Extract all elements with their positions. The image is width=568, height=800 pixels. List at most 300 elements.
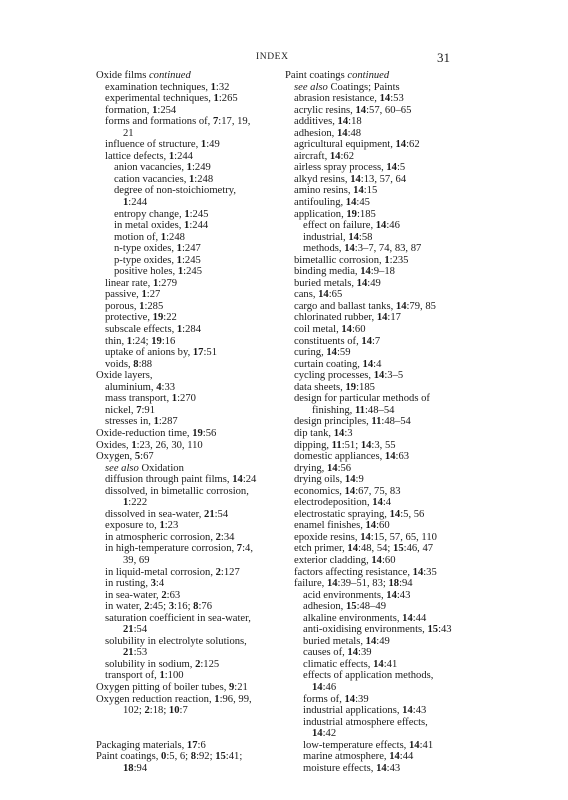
entry-text: :48–54 xyxy=(364,404,395,416)
volume-number: 14 xyxy=(333,427,345,439)
index-subentry xyxy=(285,197,470,209)
index-subentry xyxy=(285,266,470,278)
entry-text: cargo and ballast tanks, xyxy=(294,300,396,312)
volume-number: 1 xyxy=(159,520,165,532)
index-subentry xyxy=(285,624,470,636)
entry-text: :48 xyxy=(347,127,362,139)
entry-text: lattice defects, xyxy=(105,150,169,162)
index-subentry xyxy=(96,567,280,579)
index-subentry xyxy=(285,185,470,197)
entry-text: :284 xyxy=(182,324,202,336)
entry-text: abrasion resistance, xyxy=(294,93,380,105)
index-subentry xyxy=(285,128,470,140)
index-subentry xyxy=(285,232,470,244)
entry-text: drying oils, xyxy=(294,474,345,486)
entry-text: :3–5 xyxy=(384,370,404,382)
index-subentry xyxy=(285,416,470,428)
index-subentry xyxy=(285,590,470,602)
volume-number: 14 xyxy=(360,266,371,278)
volume-number: 8 xyxy=(193,601,199,613)
entry-text: binding media, xyxy=(294,266,361,278)
index-subentry xyxy=(285,428,470,440)
entry-text: :4 xyxy=(382,497,392,509)
volume-number: 10 xyxy=(168,705,180,717)
index-subentry xyxy=(96,278,280,290)
volume-number: 14 xyxy=(318,289,329,301)
volume-number: 4 xyxy=(156,381,162,393)
index-subentry xyxy=(285,393,470,405)
volume-number: 14 xyxy=(389,508,401,520)
index-subentry xyxy=(285,682,470,694)
entry-text: anion vacancies, xyxy=(114,162,187,174)
index-subentry xyxy=(285,601,470,613)
volume-number: 17 xyxy=(192,347,204,359)
entry-text: :270 xyxy=(177,393,196,405)
volume-number: 1 xyxy=(152,277,159,289)
volume-number: 1 xyxy=(123,197,129,209)
entry-text: adhesion, xyxy=(294,127,337,139)
entry-text: :67, 75, 83 xyxy=(355,485,401,497)
entry-text: :4 xyxy=(155,578,165,590)
entry-text: :67 xyxy=(140,451,154,463)
index-entry xyxy=(96,370,280,382)
entry-text: aluminium, xyxy=(105,381,157,393)
volume-number: 8 xyxy=(133,358,139,370)
index-entry xyxy=(96,70,280,82)
volume-number: 1 xyxy=(153,416,159,428)
index-subentry xyxy=(96,105,280,117)
entry-text: application, xyxy=(294,208,347,220)
index-subentry xyxy=(285,486,470,498)
entry-text: :58 xyxy=(358,231,373,243)
entry-text: :18 xyxy=(348,116,362,128)
volume-number: 1 xyxy=(176,254,182,266)
volume-number: 14 xyxy=(361,335,372,347)
volume-number: 14 xyxy=(350,173,361,185)
entry-text: :222 xyxy=(128,497,148,509)
volume-number: 14 xyxy=(365,520,377,532)
index-subentry xyxy=(96,359,280,371)
entry-text: :247 xyxy=(181,243,201,255)
index-entry xyxy=(96,682,280,694)
entry-text: :43 xyxy=(438,624,452,636)
entry-text: :41 xyxy=(419,739,434,751)
entry-text: :41; xyxy=(225,751,243,763)
entry-text: :62 xyxy=(340,150,355,162)
index-subentry xyxy=(285,324,470,336)
entry-text: :39 xyxy=(358,647,372,659)
entry-text: effect on failure, xyxy=(303,220,376,232)
entry-text: Oxidation xyxy=(138,462,184,474)
entry-text: :42 xyxy=(322,728,337,740)
entry-text: subscale effects, xyxy=(105,324,177,336)
entry-text: formation, xyxy=(105,104,153,116)
entry-text: :92; xyxy=(196,751,216,763)
index-subentry xyxy=(285,93,470,105)
entry-text: :16; xyxy=(174,601,194,613)
volume-number: 7 xyxy=(236,543,243,555)
index-subentry xyxy=(285,555,470,567)
volume-number: 14 xyxy=(329,150,341,162)
volume-number: 14 xyxy=(345,197,357,209)
volume-number: 1 xyxy=(177,266,184,278)
entry-text: Oxide-reduction time, xyxy=(96,427,193,439)
index-subentry xyxy=(96,520,280,532)
volume-number: 5 xyxy=(134,451,141,463)
entry-text: :57, 60–65 xyxy=(366,104,412,116)
volume-number: 18 xyxy=(388,578,400,590)
volume-number: 14 xyxy=(353,185,364,197)
entry-text: :79, 85 xyxy=(406,300,436,312)
volume-number: 14 xyxy=(312,728,323,740)
entry-text: in high-temperature corrosion, xyxy=(105,543,237,555)
entry-text: Oxide films xyxy=(96,70,149,81)
entry-text: saturation coefficient in sea-water, xyxy=(105,612,251,624)
entry-text: acrylic resins, xyxy=(294,104,356,116)
entry-text: finishing, xyxy=(312,404,355,416)
index-subentry xyxy=(285,567,470,579)
index-subentry xyxy=(285,209,470,221)
entry-text: :60 xyxy=(376,520,390,532)
entry-text: alkaline environments, xyxy=(303,612,403,624)
entry-text: :34 xyxy=(220,531,235,543)
entry-text: :17 xyxy=(387,312,401,324)
volume-number: 8 xyxy=(190,751,197,763)
volume-number: 14 xyxy=(344,485,356,497)
volume-number: 3 xyxy=(168,601,175,613)
volume-number: 1 xyxy=(141,289,147,301)
entry-text: linear rate, xyxy=(105,277,153,289)
entry-text: :5 xyxy=(396,162,406,174)
entry-text: :244 xyxy=(128,197,148,209)
entry-text: :41 xyxy=(383,658,398,670)
index-subentry xyxy=(96,266,280,278)
entry-text: domestic appliances, xyxy=(294,451,385,463)
volume-number: 1 xyxy=(200,139,207,151)
entry-text: drying, xyxy=(294,462,327,474)
entry-text: climatic effects, xyxy=(303,658,374,670)
entry-text: :245 xyxy=(189,208,209,220)
entry-text: in atmospheric corrosion, xyxy=(105,531,216,543)
entry-text: :46 xyxy=(322,681,337,693)
entry-text: mass transport, xyxy=(105,393,172,405)
index-subentry xyxy=(285,474,470,486)
volume-number: 14 xyxy=(395,139,407,151)
entry-text: :18; xyxy=(149,705,169,717)
entry-text: positive holes, xyxy=(114,266,178,278)
index-subentry xyxy=(96,532,280,544)
entry-text: :33 xyxy=(161,381,176,393)
entry-text: :185 xyxy=(356,208,376,220)
entry-text: passive, xyxy=(105,289,142,301)
volume-number: 14 xyxy=(408,739,420,751)
index-subentry xyxy=(96,590,280,602)
index-subentry xyxy=(285,220,470,232)
entry-text: :44 xyxy=(399,751,414,763)
entry-text: :3, 55 xyxy=(371,439,396,451)
index-subentry xyxy=(96,543,280,555)
entry-text: curtain coating, xyxy=(294,358,363,370)
entry-text: forms and formations of, xyxy=(105,116,213,128)
entry-text: amino resins, xyxy=(294,185,354,197)
volume-number: 1 xyxy=(189,173,195,185)
volume-number: 19 xyxy=(345,381,357,393)
volume-number: 2 xyxy=(215,531,221,543)
entry-text: in metal oxides, xyxy=(114,220,185,232)
entry-text: :24; xyxy=(132,335,152,347)
entry-text: solubility in electrolyte solutions, xyxy=(105,635,247,647)
index-subentry xyxy=(285,336,470,348)
volume-number: 14 xyxy=(412,566,424,578)
index-subentry xyxy=(285,463,470,475)
index-column-left xyxy=(96,70,280,774)
index-subentry xyxy=(285,82,470,94)
index-entry xyxy=(96,428,280,440)
index-entry xyxy=(96,440,280,452)
index-subentry xyxy=(96,151,280,163)
index-subentry xyxy=(96,463,280,475)
index-subentry xyxy=(96,486,280,498)
entry-text: influence of structure, xyxy=(105,139,201,151)
index-subentry xyxy=(96,497,280,509)
entry-text: :43 xyxy=(412,705,427,717)
volume-number: 14 xyxy=(376,762,387,774)
entry-text: :51 xyxy=(203,347,218,359)
index-subentry xyxy=(285,116,470,128)
index-subentry xyxy=(285,139,470,151)
entry-text: transport of, xyxy=(105,670,160,682)
entry-text: :248 xyxy=(166,231,185,243)
volume-number: 1 xyxy=(384,254,390,266)
volume-number: 19 xyxy=(346,208,357,220)
index-subentry xyxy=(285,659,470,671)
index-subentry xyxy=(96,763,280,775)
index-subentry xyxy=(96,393,280,405)
index-column-right xyxy=(285,70,470,774)
index-subentry xyxy=(285,451,470,463)
volume-number: 15 xyxy=(427,624,439,636)
entry-text: :17, xyxy=(218,116,238,128)
entry-text: Oxides, xyxy=(96,439,132,451)
entry-text: protective, xyxy=(105,312,153,324)
entry-text: industrial applications, xyxy=(303,705,403,717)
entry-text: constituents of, xyxy=(294,335,362,347)
index-subentry xyxy=(285,694,470,706)
entry-text: in sea-water, xyxy=(105,589,162,601)
volume-number: 2 xyxy=(144,705,150,717)
entry-text: in rusting, xyxy=(105,578,151,590)
entry-text: Oxygen pitting of boiler tubes, xyxy=(96,681,229,693)
index-subentry xyxy=(96,162,280,174)
entry-text: :248 xyxy=(194,173,214,185)
entry-text: :45; xyxy=(149,601,169,613)
entry-text: :43 xyxy=(396,589,411,601)
entry-text: :15, 57, 65, 110 xyxy=(370,531,437,543)
volume-number: 1 xyxy=(176,243,182,255)
index-subentry xyxy=(285,647,470,659)
index-subentry xyxy=(96,232,280,244)
entry-text: :6 xyxy=(197,739,206,751)
index-subentry xyxy=(285,105,470,117)
index-subentry xyxy=(96,324,280,336)
entry-text: :235 xyxy=(389,254,409,266)
volume-number: 1 xyxy=(210,81,216,93)
volume-number: 1 xyxy=(171,393,178,405)
index-subentry xyxy=(96,174,280,186)
index-subentry xyxy=(285,497,470,509)
index-subentry xyxy=(96,93,280,105)
entry-text: :22 xyxy=(163,312,177,324)
volume-number: 1 xyxy=(168,150,175,162)
index-subentry xyxy=(285,740,470,752)
index-subentry xyxy=(285,520,470,532)
volume-number: 14 xyxy=(344,243,355,255)
entry-text: :32 xyxy=(215,81,230,93)
entry-text: electrostatic spraying, xyxy=(294,508,390,520)
entry-text: antifouling, xyxy=(294,197,346,209)
entry-text: :5, 56 xyxy=(400,508,425,520)
volume-number: 14 xyxy=(360,439,372,451)
index-subentry xyxy=(96,636,280,648)
entry-text: aircraft, xyxy=(294,150,330,162)
index-subentry xyxy=(96,128,280,140)
entry-text: epoxide resins, xyxy=(294,531,361,543)
index-subentry xyxy=(285,312,470,324)
entry-text: stresses in, xyxy=(105,416,154,428)
volume-number: 14 xyxy=(373,658,384,670)
entry-text: :49 xyxy=(376,635,390,647)
entry-text: :76 xyxy=(198,601,213,613)
volume-number: 2 xyxy=(215,566,221,578)
entry-text: :49 xyxy=(206,139,220,151)
volume-number: 1 xyxy=(126,335,133,347)
see-also-label: see also xyxy=(105,462,139,474)
entry-text: :7 xyxy=(371,335,381,347)
entry-text: :48–54 xyxy=(381,416,411,428)
index-subentry xyxy=(96,705,280,717)
index-subentry xyxy=(285,278,470,290)
index-subentry xyxy=(285,532,470,544)
entry-text: Oxide layers, xyxy=(96,370,153,382)
entry-text: :94 xyxy=(133,762,148,774)
entry-text: thin, xyxy=(105,335,127,347)
entry-text: :43 xyxy=(386,762,401,774)
entry-text: experimental techniques, xyxy=(105,93,214,105)
entry-text: enamel finishes, xyxy=(294,520,366,532)
entry-text: :127 xyxy=(220,566,240,578)
volume-number: 18 xyxy=(123,762,134,774)
entry-text: electrodeposition, xyxy=(294,497,373,509)
index-subentry xyxy=(96,312,280,324)
entry-text: :54 xyxy=(214,508,229,520)
entry-text: cycling processes, xyxy=(294,370,374,382)
volume-number: 1 xyxy=(131,439,137,451)
index-subentry xyxy=(285,717,470,729)
index-subentry xyxy=(96,139,280,151)
volume-number: 2 xyxy=(144,601,150,613)
index-entry xyxy=(96,451,280,463)
volume-number: 14 xyxy=(365,635,377,647)
volume-number: 14 xyxy=(348,231,359,243)
entry-text: design for particular methods of xyxy=(294,393,430,405)
entry-text: degree of non-stoichiometry, xyxy=(114,185,236,197)
index-subentry xyxy=(96,82,280,94)
entry-text: :100 xyxy=(164,670,184,682)
entry-text: voids, xyxy=(105,358,134,370)
index-subentry xyxy=(96,185,280,197)
entry-text: uptake of anions by, xyxy=(105,347,193,359)
entry-text: :245 xyxy=(183,266,202,278)
volume-number: 21 xyxy=(123,647,134,659)
entry-text: :63 xyxy=(395,451,410,463)
entry-text: exposure to, xyxy=(105,520,160,532)
index-subentry xyxy=(285,405,470,417)
entry-text: in water, xyxy=(105,601,145,613)
volume-number: 19 xyxy=(151,335,162,347)
entry-text: dipping, xyxy=(294,439,332,451)
volume-number: 14 xyxy=(337,116,349,128)
entry-text: :35 xyxy=(423,566,437,578)
entry-text: entropy change, xyxy=(114,208,185,220)
entry-text: :5, 6; xyxy=(166,751,191,763)
entry-text: moisture effects, xyxy=(303,762,377,774)
volume-number: 17 xyxy=(186,739,198,751)
entry-text: :9–18 xyxy=(370,266,395,278)
entry-text: :48, 54; xyxy=(358,543,394,555)
entry-text: marine atmosphere, xyxy=(303,751,390,763)
entry-gap xyxy=(96,717,280,740)
entry-text: coil metal, xyxy=(294,324,342,336)
entry-text: :4, xyxy=(242,543,253,555)
entry-text: Coatings; Paints xyxy=(327,81,400,93)
entry-text: cation vacancies, xyxy=(114,173,189,185)
entry-text: :56 xyxy=(337,462,352,474)
index-subentry xyxy=(285,705,470,717)
volume-number: 0 xyxy=(161,751,167,763)
volume-number: 14 xyxy=(344,693,356,705)
entry-text: :63 xyxy=(166,589,181,601)
index-entry xyxy=(96,740,280,752)
entry-text: :96, 99, xyxy=(219,693,252,705)
index-subentry xyxy=(96,301,280,313)
entry-text: 39, 69 xyxy=(123,554,150,566)
index-subentry xyxy=(96,116,280,128)
entry-text: p-type oxides, xyxy=(114,254,177,266)
index-subentry xyxy=(96,289,280,301)
entry-text: additives, xyxy=(294,116,338,128)
volume-number: 19 xyxy=(192,427,203,439)
entry-text: Oxygen reduction reaction, xyxy=(96,693,215,705)
entry-text: :9 xyxy=(355,474,364,486)
entry-text: :59 xyxy=(336,347,351,359)
index-subentry xyxy=(285,636,470,648)
entry-text: :125 xyxy=(200,658,220,670)
volume-number: 19 xyxy=(152,312,164,324)
index-subentry xyxy=(285,728,470,740)
entry-text: :46 xyxy=(386,220,400,232)
entry-text: causes of, xyxy=(303,647,348,659)
volume-number: 15 xyxy=(345,601,357,613)
entry-text: :244 xyxy=(174,150,193,162)
index-subentry xyxy=(285,763,470,775)
entry-text: dip tank, xyxy=(294,427,334,439)
volume-number: 1 xyxy=(176,324,183,336)
entry-text: chlorinated rubber, xyxy=(294,312,377,324)
index-subentry xyxy=(285,509,470,521)
index-subentry xyxy=(96,509,280,521)
volume-number: 2 xyxy=(161,589,167,601)
entry-text: :13, 57, 64 xyxy=(360,173,407,185)
